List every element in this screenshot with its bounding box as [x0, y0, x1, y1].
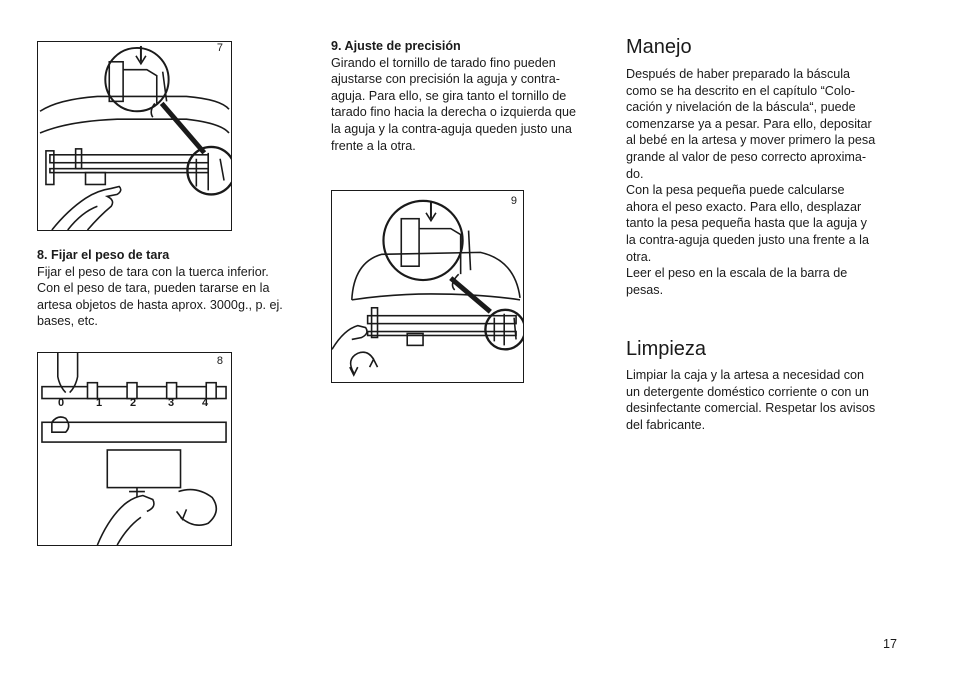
figure-7: [37, 41, 232, 231]
text-line: artesa objetos de hasta aprox. 3000g., p. ej.: [37, 297, 283, 312]
text-line: la contra-aguja queden justo una frente a la: [626, 232, 869, 247]
text-line: del fabricante.: [626, 417, 706, 432]
text-line: como se ha descrito en el capítulo “Colo-: [626, 83, 855, 98]
text-line: Fijar el peso de tara con la tuerca inferior.: [37, 264, 269, 279]
manejo-body: [626, 66, 916, 298]
figure-8-illustration: [38, 353, 231, 545]
text-line: bases, etc.: [37, 314, 98, 329]
scale-mark: 0: [58, 397, 65, 409]
section-heading: 9. Ajuste de precisión: [331, 39, 461, 53]
limpieza-body: [626, 367, 916, 433]
text-line: un detergente doméstico corriente o con un: [626, 384, 869, 399]
text-line: la aguja y la contra-aguja queden justo una: [331, 121, 572, 136]
text-line: Leer el peso en la escala de la barra de: [626, 266, 848, 281]
page-number: 17: [883, 637, 898, 651]
scale-mark: 2: [130, 397, 137, 409]
text-line: tanto la pesa pequeña hasta que la aguja y: [626, 216, 867, 231]
section-9: [331, 38, 601, 154]
figure-number: 8: [216, 355, 223, 367]
text-line: aguja. Para ello, se gira tanto el tornillo de: [331, 88, 567, 103]
figure-9: [331, 190, 524, 383]
figure-7-illustration: [38, 42, 231, 230]
text-line: desinfectante comercial. Respetar los avisos: [626, 401, 876, 416]
text-line: comenzarse ya a pesar. Para ello, depositar: [626, 116, 872, 131]
section-heading: 8. Fijar el peso de tara: [37, 248, 170, 262]
text-line: Limpiar la caja y la artesa a necesidad con: [626, 368, 865, 382]
section-8: [37, 247, 317, 330]
scale-mark: 3: [168, 397, 175, 409]
figure-number: 9: [510, 195, 517, 207]
text-line: Girando el tornillo de tarado fino pueden: [331, 55, 556, 70]
text-line: otra.: [626, 249, 652, 264]
text-line: Con la pesa pequeña puede calcularse: [626, 183, 845, 198]
text-line: Después de haber preparado la báscula: [626, 67, 851, 81]
scale-mark: 4: [202, 397, 209, 409]
section-title-manejo: Manejo: [626, 36, 692, 58]
text-line: grande al valor de peso correcto aproxima-: [626, 149, 867, 164]
scale-mark: 1: [96, 397, 103, 409]
text-line: frente a la otra.: [331, 138, 416, 153]
text-line: al bebé en la artesa y mover primero la pesa: [626, 133, 876, 148]
text-line: tarado fino hacia la derecha o izquierda que: [331, 105, 577, 120]
text-line: pesas.: [626, 282, 664, 297]
text-line: do.: [626, 166, 644, 181]
figure-9-illustration: [332, 191, 523, 382]
section-title-limpieza: Limpieza: [626, 338, 707, 360]
text-line: ajustarse con precisión la aguja y contra-: [331, 72, 560, 87]
figure-number: 7: [216, 42, 223, 54]
figure-8: [37, 352, 232, 546]
text-line: Con el peso de tara, pueden tararse en la: [37, 281, 270, 296]
text-line: cación y nivelación de la báscula“, puede: [626, 100, 856, 115]
text-line: ahora el peso exacto. Para ello, desplazar: [626, 199, 862, 214]
